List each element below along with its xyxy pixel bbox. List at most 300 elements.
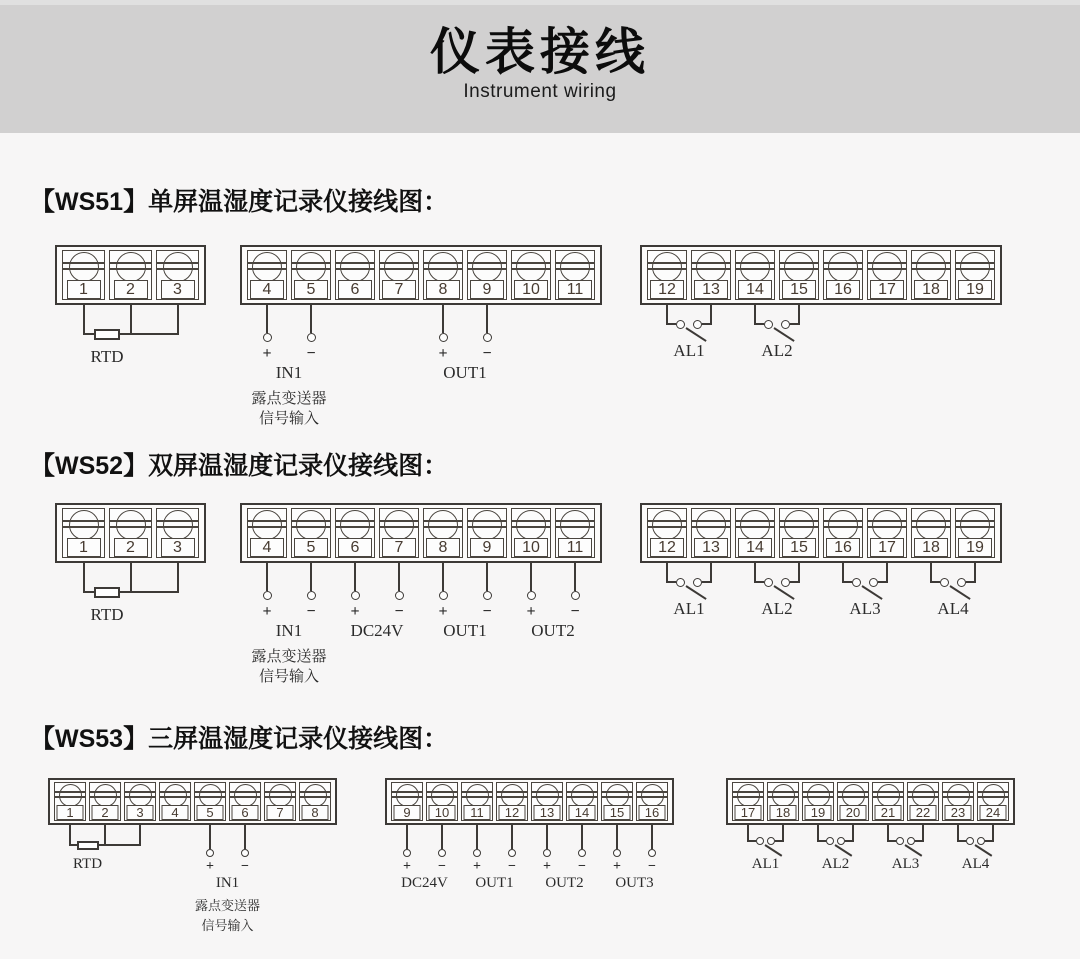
terminal-number: 24 [980, 805, 1007, 820]
wire-segment [666, 563, 668, 583]
wiring-annotation [240, 563, 602, 685]
screw-slot-line [956, 268, 994, 270]
wire-segment [974, 563, 976, 583]
terminal-number: 15 [604, 805, 631, 820]
wire-segment [486, 305, 488, 333]
wiring-label: AL4 [937, 599, 969, 618]
plus-sign: + [350, 603, 360, 620]
screw-slot-line [692, 268, 730, 270]
wire-node [395, 591, 404, 600]
wire-node [613, 849, 621, 857]
screw-slot-line [943, 791, 973, 793]
screw-slot-line [556, 526, 594, 528]
screw-slot-line [55, 791, 85, 793]
screw-slot-line [336, 262, 374, 264]
terminal-cell [735, 250, 775, 300]
screw-slot-line [556, 268, 594, 270]
screw-icon [516, 252, 546, 282]
wire-segment [817, 840, 826, 842]
screw-icon [384, 252, 414, 282]
rtd-resistor-symbol [94, 587, 120, 598]
screw-slot-line [556, 262, 594, 264]
terminal-cell [555, 250, 595, 300]
wire-segment [747, 840, 756, 842]
wire-node [578, 849, 586, 857]
screw-slot-line [512, 262, 550, 264]
terminal-cell [911, 250, 951, 300]
wiring-label: OUT1 [475, 875, 514, 891]
terminal-number: 4 [250, 538, 284, 557]
terminal-cell [62, 250, 105, 300]
wire-node [693, 578, 702, 587]
terminal-cell [89, 782, 121, 821]
terminal-block-group [48, 778, 337, 940]
wire-node [206, 849, 214, 857]
minus-sign: − [578, 859, 586, 874]
wire-segment [710, 305, 712, 325]
wire-node [693, 320, 702, 329]
relay-switch-icon [861, 585, 882, 600]
screw-slot-line [292, 268, 330, 270]
screw-icon [384, 510, 414, 540]
screw-icon [428, 252, 458, 282]
section-ws51 [0, 185, 1080, 427]
screw-icon [960, 252, 990, 282]
terminal-cell [247, 508, 287, 558]
wire-segment [486, 563, 488, 591]
wire-node [648, 849, 656, 857]
terminal-number: 10 [429, 805, 456, 820]
terminal-number: 9 [470, 538, 504, 557]
wire-segment [886, 563, 888, 583]
screw-icon [696, 252, 726, 282]
screw-slot-line [956, 526, 994, 528]
wiring-label: AL1 [673, 341, 705, 360]
terminal-block-row [0, 503, 1080, 685]
terminal-block [385, 778, 674, 825]
section-ws52 [0, 449, 1080, 685]
screw-slot-line [692, 520, 730, 522]
terminal-cell [391, 782, 423, 821]
terminal-number: 17 [870, 280, 904, 299]
wire-node [837, 837, 845, 845]
rtd-resistor-symbol [77, 841, 99, 850]
wiring-annotation [640, 563, 1002, 681]
screw-icon [69, 510, 99, 540]
screw-slot-line [468, 520, 506, 522]
screw-slot-line [567, 791, 597, 793]
screw-icon [916, 510, 946, 540]
page-subtitle: Instrument wiring [463, 81, 617, 102]
terminal-cell [732, 782, 764, 821]
screw-slot-line [63, 520, 104, 522]
wire-segment [406, 825, 408, 849]
wire-segment [574, 563, 576, 591]
screw-slot-line [956, 520, 994, 522]
wire-segment [398, 563, 400, 591]
screw-slot-line [868, 520, 906, 522]
terminal-number: 10 [514, 538, 548, 557]
wire-segment [310, 305, 312, 333]
wiring-label: AL3 [891, 856, 920, 872]
wire-node [764, 578, 773, 587]
terminal-cell [156, 250, 199, 300]
terminal-cell [735, 508, 775, 558]
terminal-cell [823, 250, 863, 300]
wire-segment [842, 563, 844, 583]
wire-node [966, 837, 974, 845]
screw-slot-line [648, 520, 686, 522]
terminal-number: 19 [958, 538, 992, 557]
wire-node [957, 578, 966, 587]
wire-segment [69, 825, 71, 846]
terminal-number: 1 [57, 805, 84, 820]
wiring-label: IN1 [215, 875, 240, 891]
screw-slot-line [380, 520, 418, 522]
terminal-cell [511, 250, 551, 300]
screw-icon [784, 510, 814, 540]
terminal-block-group [240, 503, 602, 685]
terminal-block-group [55, 245, 206, 423]
wire-node [781, 578, 790, 587]
terminal-number: 1 [67, 280, 101, 299]
terminal-block [726, 778, 1015, 825]
wire-segment [666, 305, 668, 325]
relay-switch-icon [949, 585, 970, 600]
screw-icon [652, 252, 682, 282]
wiring-label: OUT2 [531, 621, 575, 640]
wire-node [473, 849, 481, 857]
wire-node [438, 849, 446, 857]
terminal-cell [647, 250, 687, 300]
wire-node [676, 578, 685, 587]
terminal-block-group [726, 778, 1015, 940]
wiring-sublabel: 露点变送器 [194, 898, 261, 913]
terminal-cell [291, 508, 331, 558]
terminal-number: 2 [114, 538, 148, 557]
minus-sign: − [394, 603, 404, 620]
screw-slot-line [768, 796, 798, 798]
terminal-number: 7 [267, 805, 294, 820]
terminal-number: 9 [394, 805, 421, 820]
screw-slot-line [868, 526, 906, 528]
wiring-sublabel: 信号输入 [201, 918, 254, 933]
minus-sign: − [482, 603, 492, 620]
wire-segment [442, 563, 444, 591]
wiring-label: RTD [72, 856, 103, 872]
terminal-number: 13 [694, 280, 728, 299]
wiring-annotation [385, 825, 674, 940]
screw-icon [116, 252, 146, 282]
screw-slot-line [157, 526, 198, 528]
terminal-cell [423, 508, 463, 558]
screw-slot-line [736, 526, 774, 528]
terminal-block-row [0, 245, 1080, 427]
minus-sign: − [241, 859, 249, 874]
screw-icon [560, 510, 590, 540]
wire-node [351, 591, 360, 600]
screw-slot-line [803, 791, 833, 793]
terminal-block [55, 503, 206, 563]
wiring-label: RTD [90, 347, 124, 366]
terminal-number: 8 [302, 805, 329, 820]
screw-slot-line [230, 791, 260, 793]
screw-slot-line [780, 268, 818, 270]
screw-slot-line [912, 262, 950, 264]
wiring-label: DC24V [350, 621, 404, 640]
screw-icon [740, 252, 770, 282]
terminal-cell [423, 250, 463, 300]
wire-segment [130, 563, 132, 593]
screw-icon [296, 252, 326, 282]
plus-sign: + [262, 345, 272, 362]
wire-segment [754, 305, 756, 325]
terminal-cell [779, 250, 819, 300]
screw-slot-line [512, 526, 550, 528]
section-title: 【WS51】单屏温湿度记录仪接线图： [30, 188, 449, 216]
wiring-annotation [726, 825, 1015, 940]
wiring-label: AL1 [751, 856, 780, 872]
terminal-number: 10 [514, 280, 548, 299]
terminal-number: 12 [650, 280, 684, 299]
wiring-annotation [55, 305, 206, 423]
wiring-label: AL2 [761, 599, 793, 618]
screw-slot-line [424, 262, 462, 264]
terminal-cell [264, 782, 296, 821]
wire-node [241, 849, 249, 857]
plus-sign: + [403, 859, 411, 874]
terminal-cell [124, 782, 156, 821]
terminal-number: 22 [910, 805, 937, 820]
terminal-cell [647, 508, 687, 558]
terminal-number: 16 [639, 805, 666, 820]
terminal-block-group [55, 503, 206, 681]
terminal-cell [299, 782, 331, 821]
wire-segment [754, 563, 756, 583]
wire-node [263, 591, 272, 600]
diagram-area [0, 185, 1080, 940]
screw-slot-line [427, 791, 457, 793]
screw-slot-line [424, 520, 462, 522]
plus-sign: + [438, 603, 448, 620]
wire-segment [130, 305, 132, 335]
screw-icon [916, 252, 946, 282]
wiring-label: IN1 [275, 621, 303, 640]
screw-slot-line [908, 796, 938, 798]
wire-node [852, 578, 861, 587]
terminal-number: 17 [870, 538, 904, 557]
wire-segment [966, 581, 976, 583]
relay-switch-icon [773, 585, 794, 600]
terminal-cell [601, 782, 633, 821]
wire-segment [83, 563, 85, 593]
screw-slot-line [230, 796, 260, 798]
wiring-sublabel: 信号输入 [258, 411, 320, 427]
wire-segment [915, 840, 924, 842]
screw-slot-line [838, 791, 868, 793]
screw-slot-line [912, 526, 950, 528]
terminal-number: 7 [382, 280, 416, 299]
terminal-block-group [640, 503, 1002, 681]
wire-segment [790, 323, 800, 325]
minus-sign: − [306, 345, 316, 362]
screw-slot-line [380, 526, 418, 528]
terminal-cell [511, 508, 551, 558]
screw-slot-line [265, 791, 295, 793]
screw-slot-line [602, 796, 632, 798]
terminal-block-row [0, 778, 1080, 940]
terminal-number: 12 [499, 805, 526, 820]
terminal-cell [867, 508, 907, 558]
screw-slot-line [160, 796, 190, 798]
wiring-annotation [640, 305, 1002, 423]
wiring-label: IN1 [275, 363, 303, 382]
screw-slot-line [873, 796, 903, 798]
terminal-number: 17 [735, 805, 762, 820]
screw-slot-line [912, 520, 950, 522]
terminal-number: 14 [738, 280, 772, 299]
terminal-cell [955, 250, 995, 300]
screw-slot-line [556, 520, 594, 522]
wire-node [756, 837, 764, 845]
screw-icon [740, 510, 770, 540]
plus-sign: + [262, 603, 272, 620]
wire-segment [546, 825, 548, 849]
wiring-label: RTD [90, 605, 124, 624]
wire-node [907, 837, 915, 845]
terminal-cell [335, 250, 375, 300]
screw-icon [872, 510, 902, 540]
screw-icon [428, 510, 458, 540]
wiring-annotation [240, 305, 602, 427]
terminal-number: 11 [558, 538, 592, 557]
screw-slot-line [110, 526, 151, 528]
wiring-label: AL2 [821, 856, 850, 872]
screw-slot-line [424, 526, 462, 528]
screw-slot-line [943, 796, 973, 798]
plus-sign: + [543, 859, 551, 874]
wiring-label: AL4 [961, 856, 990, 872]
terminal-number: 13 [534, 805, 561, 820]
screw-icon [960, 510, 990, 540]
wire-segment [177, 305, 179, 335]
screw-slot-line [248, 526, 286, 528]
page-title: 仪表接线 [430, 24, 650, 80]
terminal-cell [62, 508, 105, 558]
relay-switch-icon [764, 844, 782, 857]
wire-segment [790, 581, 800, 583]
terminal-number: 12 [650, 538, 684, 557]
relay-switch-icon [685, 327, 706, 342]
wire-segment [887, 840, 896, 842]
screw-slot-line [780, 520, 818, 522]
screw-icon [696, 510, 726, 540]
wire-segment [83, 305, 85, 335]
terminal-number: 11 [558, 280, 592, 299]
screw-slot-line [380, 262, 418, 264]
wire-segment [754, 581, 764, 583]
terminal-number: 1 [67, 538, 101, 557]
screw-slot-line [512, 268, 550, 270]
plus-sign: + [206, 859, 214, 874]
terminal-number: 3 [161, 280, 195, 299]
wire-segment [266, 305, 268, 333]
screw-slot-line [392, 796, 422, 798]
terminal-cell [156, 508, 199, 558]
screw-slot-line [648, 268, 686, 270]
plus-sign: + [526, 603, 536, 620]
screw-slot-line [300, 791, 330, 793]
terminal-number: 14 [738, 538, 772, 557]
screw-icon [472, 252, 502, 282]
screw-slot-line [736, 520, 774, 522]
screw-icon [560, 252, 590, 282]
wire-segment [710, 563, 712, 583]
terminal-block-group [640, 245, 1002, 423]
terminal-cell [767, 782, 799, 821]
screw-slot-line [462, 791, 492, 793]
wire-node [439, 333, 448, 342]
wire-segment [702, 323, 712, 325]
minus-sign: − [648, 859, 656, 874]
screw-slot-line [838, 796, 868, 798]
screw-slot-line [824, 268, 862, 270]
terminal-cell [291, 250, 331, 300]
terminal-number: 15 [782, 538, 816, 557]
terminal-number: 5 [294, 280, 328, 299]
screw-icon [252, 252, 282, 282]
terminal-block-group [385, 778, 674, 940]
terminal-number: 23 [945, 805, 972, 820]
screw-slot-line [110, 262, 151, 264]
terminal-number: 8 [426, 280, 460, 299]
screw-slot-line [497, 796, 527, 798]
terminal-cell [566, 782, 598, 821]
screw-slot-line [195, 796, 225, 798]
terminal-cell [691, 508, 731, 558]
wire-segment [985, 840, 994, 842]
terminal-block [55, 245, 206, 305]
terminal-cell [977, 782, 1009, 821]
terminal-number: 9 [470, 280, 504, 299]
wire-node [263, 333, 272, 342]
wire-segment [666, 323, 676, 325]
screw-icon [69, 252, 99, 282]
page-header [0, 5, 1080, 133]
screw-icon [872, 252, 902, 282]
screw-slot-line [248, 268, 286, 270]
terminal-block [640, 503, 1002, 563]
screw-slot-line [195, 791, 225, 793]
screw-icon [516, 510, 546, 540]
screw-icon [340, 510, 370, 540]
wire-segment [930, 581, 940, 583]
screw-slot-line [733, 791, 763, 793]
wire-segment [666, 581, 676, 583]
terminal-block [48, 778, 337, 825]
screw-slot-line [692, 262, 730, 264]
wire-segment [177, 563, 179, 593]
wire-segment [442, 305, 444, 333]
screw-slot-line [265, 796, 295, 798]
screw-slot-line [912, 268, 950, 270]
screw-slot-line [736, 268, 774, 270]
wire-segment [266, 563, 268, 591]
screw-slot-line [768, 791, 798, 793]
terminal-number: 18 [770, 805, 797, 820]
wire-segment [581, 825, 583, 849]
wiring-label: DC24V [401, 875, 448, 891]
